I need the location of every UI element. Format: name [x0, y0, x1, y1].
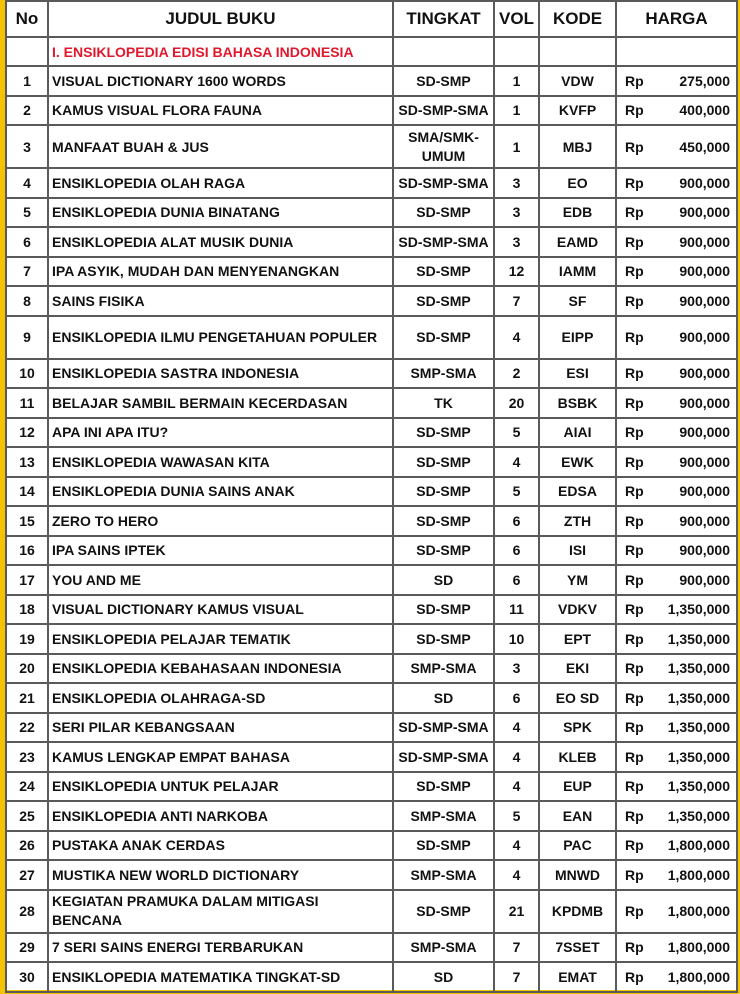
row-kode: EO: [539, 168, 616, 198]
currency-label: Rp: [625, 968, 644, 985]
table-row: [6, 683, 737, 713]
row-no: 6: [6, 227, 48, 257]
row-no: 3: [6, 125, 48, 168]
row-harga: [616, 772, 737, 802]
row-kode: EDSA: [539, 477, 616, 507]
header-kode: KODE: [539, 1, 616, 37]
row-vol: 6: [494, 683, 539, 713]
row-vol: 6: [494, 565, 539, 595]
currency-label: Rp: [625, 660, 644, 677]
price-value: 1,350,000: [667, 778, 730, 795]
row-harga: [616, 962, 737, 992]
row-harga: [616, 388, 737, 418]
row-judul-buku: VISUAL DICTIONARY KAMUS VISUAL: [48, 595, 393, 625]
row-tingkat: SMP-SMA: [393, 933, 494, 963]
row-harga: [616, 536, 737, 566]
price-value: 1,350,000: [667, 719, 730, 736]
row-tingkat: SD-SMP: [393, 536, 494, 566]
currency-label: Rp: [625, 102, 644, 119]
table-row: [6, 772, 737, 802]
row-tingkat: SMP-SMA: [393, 801, 494, 831]
currency-label: Rp: [625, 365, 644, 382]
price-value: 900,000: [679, 329, 730, 345]
table-row: [6, 418, 737, 448]
row-tingkat: SD-SMP: [393, 66, 494, 96]
section-empty-cell: [393, 37, 494, 66]
table-row: [6, 595, 737, 625]
row-tingkat: SD-SMP: [393, 595, 494, 625]
row-tingkat: SD-SMP: [393, 198, 494, 228]
book-price-table: [5, 0, 738, 993]
header-judul-buku: JUDUL BUKU: [48, 1, 393, 37]
row-judul-buku: PUSTAKA ANAK CERDAS: [48, 831, 393, 861]
row-tingkat: SD-SMP: [393, 624, 494, 654]
table-row: [6, 890, 737, 933]
currency-label: Rp: [625, 453, 644, 470]
row-kode: EAN: [539, 801, 616, 831]
table-row: [6, 565, 737, 595]
row-kode: 7SSET: [539, 933, 616, 963]
table-row: [6, 96, 737, 126]
row-kode: SPK: [539, 713, 616, 743]
row-judul-buku: SAINS FISIKA: [48, 286, 393, 316]
currency-label: Rp: [625, 939, 644, 956]
row-harga: [616, 565, 737, 595]
row-judul-buku: ENSIKLOPEDIA ANTI NARKOBA: [48, 801, 393, 831]
row-vol: 1: [494, 125, 539, 168]
row-tingkat: SMA/SMK-UMUM: [393, 125, 494, 168]
table-row: [6, 801, 737, 831]
row-no: 13: [6, 447, 48, 477]
row-kode: MNWD: [539, 860, 616, 890]
row-no: 1: [6, 66, 48, 96]
row-tingkat: SD-SMP-SMA: [393, 742, 494, 772]
table-row: [6, 860, 737, 890]
price-value: 1,350,000: [667, 630, 730, 647]
row-tingkat: SD: [393, 683, 494, 713]
price-value: 900,000: [679, 542, 730, 559]
section-empty-cell: [616, 37, 737, 66]
row-no: 26: [6, 831, 48, 861]
currency-label: Rp: [625, 394, 644, 411]
row-vol: 4: [494, 860, 539, 890]
row-no: 24: [6, 772, 48, 802]
row-vol: 3: [494, 198, 539, 228]
table-row: [6, 536, 737, 566]
price-value: 900,000: [679, 394, 730, 411]
row-tingkat: SD-SMP: [393, 447, 494, 477]
table-row: [6, 447, 737, 477]
row-vol: 1: [494, 66, 539, 96]
row-no: 16: [6, 536, 48, 566]
row-kode: EIPP: [539, 316, 616, 359]
row-kode: EO SD: [539, 683, 616, 713]
row-kode: ZTH: [539, 506, 616, 536]
table-row: [6, 359, 737, 389]
row-harga: [616, 860, 737, 890]
currency-label: Rp: [625, 512, 644, 529]
row-no: 20: [6, 654, 48, 684]
row-no: 11: [6, 388, 48, 418]
row-vol: 20: [494, 388, 539, 418]
row-kode: AIAI: [539, 418, 616, 448]
price-value: 1,800,000: [667, 968, 730, 985]
price-value: 900,000: [679, 204, 730, 221]
price-value: 900,000: [679, 233, 730, 250]
row-harga: [616, 227, 737, 257]
price-value: 1,350,000: [667, 689, 730, 706]
table-row: [6, 831, 737, 861]
row-kode: SF: [539, 286, 616, 316]
row-judul-buku: IPA SAINS IPTEK: [48, 536, 393, 566]
section-no-cell: [6, 37, 48, 66]
row-no: 23: [6, 742, 48, 772]
currency-label: Rp: [625, 542, 644, 559]
row-no: 27: [6, 860, 48, 890]
row-no: 7: [6, 257, 48, 287]
row-judul-buku: ENSIKLOPEDIA OLAH RAGA: [48, 168, 393, 198]
row-no: 5: [6, 198, 48, 228]
price-value: 450,000: [679, 138, 730, 155]
price-value: 275,000: [679, 72, 730, 89]
row-harga: [616, 801, 737, 831]
row-harga: [616, 742, 737, 772]
row-judul-buku: ENSIKLOPEDIA DUNIA SAINS ANAK: [48, 477, 393, 507]
row-kode: EWK: [539, 447, 616, 477]
row-kode: BSBK: [539, 388, 616, 418]
row-tingkat: SD-SMP-SMA: [393, 168, 494, 198]
row-vol: 6: [494, 536, 539, 566]
row-vol: 2: [494, 359, 539, 389]
table-row: [6, 168, 737, 198]
table-body: [6, 37, 737, 992]
price-value: 1,800,000: [667, 903, 730, 919]
row-vol: 7: [494, 286, 539, 316]
row-tingkat: SD-SMP: [393, 316, 494, 359]
row-kode: KVFP: [539, 96, 616, 126]
currency-label: Rp: [625, 571, 644, 588]
row-harga: [616, 890, 737, 933]
row-judul-buku: SERI PILAR KEBANGSAAN: [48, 713, 393, 743]
row-kode: EKI: [539, 654, 616, 684]
row-no: 9: [6, 316, 48, 359]
row-kode: EUP: [539, 772, 616, 802]
row-vol: 12: [494, 257, 539, 287]
row-harga: [616, 198, 737, 228]
currency-label: Rp: [625, 204, 644, 221]
row-kode: IAMM: [539, 257, 616, 287]
row-vol: 11: [494, 595, 539, 625]
section-empty-cell: [494, 37, 539, 66]
row-judul-buku: ENSIKLOPEDIA SASTRA INDONESIA: [48, 359, 393, 389]
price-list-sheet: [5, 0, 736, 990]
price-value: 900,000: [679, 571, 730, 588]
header-harga: HARGA: [616, 1, 737, 37]
row-harga: [616, 257, 737, 287]
row-harga: [616, 831, 737, 861]
row-judul-buku: BELAJAR SAMBIL BERMAIN KECERDASAN: [48, 388, 393, 418]
row-vol: 5: [494, 477, 539, 507]
row-judul-buku: ENSIKLOPEDIA ILMU PENGETAHUAN POPULER: [48, 316, 393, 359]
currency-label: Rp: [625, 866, 644, 883]
row-harga: [616, 286, 737, 316]
currency-label: Rp: [625, 689, 644, 706]
row-judul-buku: ZERO TO HERO: [48, 506, 393, 536]
row-harga: [616, 66, 737, 96]
currency-label: Rp: [625, 748, 644, 765]
row-harga: [616, 359, 737, 389]
currency-label: Rp: [625, 233, 644, 250]
price-value: 900,000: [679, 483, 730, 500]
row-tingkat: SD-SMP: [393, 477, 494, 507]
row-kode: PAC: [539, 831, 616, 861]
row-kode: EPT: [539, 624, 616, 654]
currency-label: Rp: [625, 138, 644, 155]
table-row: [6, 624, 737, 654]
row-judul-buku: ENSIKLOPEDIA ALAT MUSIK DUNIA: [48, 227, 393, 257]
row-no: 8: [6, 286, 48, 316]
row-vol: 5: [494, 801, 539, 831]
price-value: 900,000: [679, 365, 730, 382]
currency-label: Rp: [625, 903, 644, 919]
row-tingkat: SD-SMP-SMA: [393, 713, 494, 743]
header-tingkat: TINGKAT: [393, 1, 494, 37]
row-tingkat: SD-SMP-SMA: [393, 96, 494, 126]
row-kode: VDW: [539, 66, 616, 96]
row-vol: 3: [494, 227, 539, 257]
row-vol: 4: [494, 831, 539, 861]
price-value: 900,000: [679, 174, 730, 191]
row-kode: YM: [539, 565, 616, 595]
row-judul-buku: ENSIKLOPEDIA KEBAHASAAN INDONESIA: [48, 654, 393, 684]
row-kode: KPDMB: [539, 890, 616, 933]
row-judul-buku: ENSIKLOPEDIA OLAHRAGA-SD: [48, 683, 393, 713]
currency-label: Rp: [625, 719, 644, 736]
price-value: 1,350,000: [667, 601, 730, 618]
row-harga: [616, 447, 737, 477]
row-vol: 6: [494, 506, 539, 536]
row-no: 18: [6, 595, 48, 625]
row-harga: [616, 624, 737, 654]
row-tingkat: SD-SMP: [393, 890, 494, 933]
row-kode: KLEB: [539, 742, 616, 772]
currency-label: Rp: [625, 807, 644, 824]
row-no: 30: [6, 962, 48, 992]
row-harga: [616, 654, 737, 684]
table-row: [6, 654, 737, 684]
currency-label: Rp: [625, 174, 644, 191]
row-vol: 10: [494, 624, 539, 654]
table-row: [6, 227, 737, 257]
row-vol: 4: [494, 772, 539, 802]
currency-label: Rp: [625, 72, 644, 89]
row-vol: 5: [494, 418, 539, 448]
row-judul-buku: 7 SERI SAINS ENERGI TERBARUKAN: [48, 933, 393, 963]
table-row: [6, 125, 737, 168]
row-judul-buku: KEGIATAN PRAMUKA DALAM MITIGASI BENCANA: [48, 890, 393, 933]
row-judul-buku: ENSIKLOPEDIA MATEMATIKA TINGKAT-SD: [48, 962, 393, 992]
price-value: 1,800,000: [667, 866, 730, 883]
row-no: 15: [6, 506, 48, 536]
row-no: 29: [6, 933, 48, 963]
table-row: [6, 66, 737, 96]
price-value: 900,000: [679, 453, 730, 470]
row-tingkat: SD-SMP: [393, 772, 494, 802]
row-vol: 7: [494, 933, 539, 963]
row-harga: [616, 96, 737, 126]
row-vol: 3: [494, 168, 539, 198]
currency-label: Rp: [625, 630, 644, 647]
table-row: [6, 962, 737, 992]
row-tingkat: SMP-SMA: [393, 860, 494, 890]
price-value: 400,000: [679, 102, 730, 119]
row-harga: [616, 477, 737, 507]
row-vol: 4: [494, 742, 539, 772]
row-kode: EMAT: [539, 962, 616, 992]
currency-label: Rp: [625, 263, 644, 280]
row-no: 22: [6, 713, 48, 743]
header-no: No: [6, 1, 48, 37]
row-judul-buku: ENSIKLOPEDIA DUNIA BINATANG: [48, 198, 393, 228]
row-no: 21: [6, 683, 48, 713]
row-tingkat: SD-SMP: [393, 257, 494, 287]
row-vol: 1: [494, 96, 539, 126]
table-row: [6, 198, 737, 228]
row-harga: [616, 418, 737, 448]
row-no: 12: [6, 418, 48, 448]
row-no: 14: [6, 477, 48, 507]
row-kode: EDB: [539, 198, 616, 228]
row-no: 17: [6, 565, 48, 595]
row-judul-buku: KAMUS LENGKAP EMPAT BAHASA: [48, 742, 393, 772]
currency-label: Rp: [625, 483, 644, 500]
row-vol: 7: [494, 962, 539, 992]
row-judul-buku: IPA ASYIK, MUDAH DAN MENYENANGKAN: [48, 257, 393, 287]
row-judul-buku: YOU AND ME: [48, 565, 393, 595]
price-value: 1,350,000: [667, 660, 730, 677]
row-judul-buku: ENSIKLOPEDIA PELAJAR TEMATIK: [48, 624, 393, 654]
row-judul-buku: ENSIKLOPEDIA UNTUK PELAJAR: [48, 772, 393, 802]
row-no: 28: [6, 890, 48, 933]
currency-label: Rp: [625, 778, 644, 795]
row-judul-buku: KAMUS VISUAL FLORA FAUNA: [48, 96, 393, 126]
table-row: [6, 506, 737, 536]
price-value: 900,000: [679, 263, 730, 280]
currency-label: Rp: [625, 837, 644, 854]
price-value: 900,000: [679, 512, 730, 529]
section-empty-cell: [539, 37, 616, 66]
price-value: 1,350,000: [667, 748, 730, 765]
row-vol: 4: [494, 447, 539, 477]
row-vol: 4: [494, 316, 539, 359]
price-value: 900,000: [679, 424, 730, 441]
row-harga: [616, 933, 737, 963]
row-tingkat: SD: [393, 962, 494, 992]
price-value: 1,800,000: [667, 939, 730, 956]
row-kode: VDKV: [539, 595, 616, 625]
currency-label: Rp: [625, 424, 644, 441]
row-judul-buku: MUSTIKA NEW WORLD DICTIONARY: [48, 860, 393, 890]
row-harga: [616, 506, 737, 536]
currency-label: Rp: [625, 292, 644, 309]
table-row: [6, 933, 737, 963]
row-tingkat: SD-SMP-SMA: [393, 227, 494, 257]
table-row: [6, 713, 737, 743]
row-vol: 4: [494, 713, 539, 743]
price-value: 900,000: [679, 292, 730, 309]
row-tingkat: SD: [393, 565, 494, 595]
table-row: [6, 257, 737, 287]
row-kode: MBJ: [539, 125, 616, 168]
row-judul-buku: APA INI APA ITU?: [48, 418, 393, 448]
row-no: 10: [6, 359, 48, 389]
row-no: 19: [6, 624, 48, 654]
table-row: [6, 742, 737, 772]
row-tingkat: SD-SMP: [393, 286, 494, 316]
table-row: [6, 286, 737, 316]
currency-label: Rp: [625, 601, 644, 618]
row-no: 4: [6, 168, 48, 198]
row-vol: 3: [494, 654, 539, 684]
row-kode: ESI: [539, 359, 616, 389]
price-value: 1,800,000: [667, 837, 730, 854]
row-harga: [616, 683, 737, 713]
row-judul-buku: VISUAL DICTIONARY 1600 WORDS: [48, 66, 393, 96]
row-tingkat: SMP-SMA: [393, 359, 494, 389]
header-row: [6, 1, 737, 37]
row-harga: [616, 713, 737, 743]
table-row: [6, 316, 737, 359]
row-harga: [616, 125, 737, 168]
row-no: 25: [6, 801, 48, 831]
row-tingkat: SD-SMP: [393, 418, 494, 448]
row-tingkat: SMP-SMA: [393, 654, 494, 684]
row-harga: [616, 316, 737, 359]
row-judul-buku: ENSIKLOPEDIA WAWASAN KITA: [48, 447, 393, 477]
row-kode: EAMD: [539, 227, 616, 257]
row-kode: ISI: [539, 536, 616, 566]
row-tingkat: SD-SMP: [393, 506, 494, 536]
row-vol: 21: [494, 890, 539, 933]
section-title: I. ENSIKLOPEDIA EDISI BAHASA INDONESIA: [48, 37, 393, 66]
row-no: 2: [6, 96, 48, 126]
row-harga: [616, 168, 737, 198]
price-value: 1,350,000: [667, 807, 730, 824]
currency-label: Rp: [625, 329, 644, 345]
section-row: [6, 37, 737, 66]
row-tingkat: TK: [393, 388, 494, 418]
row-harga: [616, 595, 737, 625]
row-tingkat: SD-SMP: [393, 831, 494, 861]
table-row: [6, 477, 737, 507]
header-vol: VOL: [494, 1, 539, 37]
row-judul-buku: MANFAAT BUAH & JUS: [48, 125, 393, 168]
table-row: [6, 388, 737, 418]
